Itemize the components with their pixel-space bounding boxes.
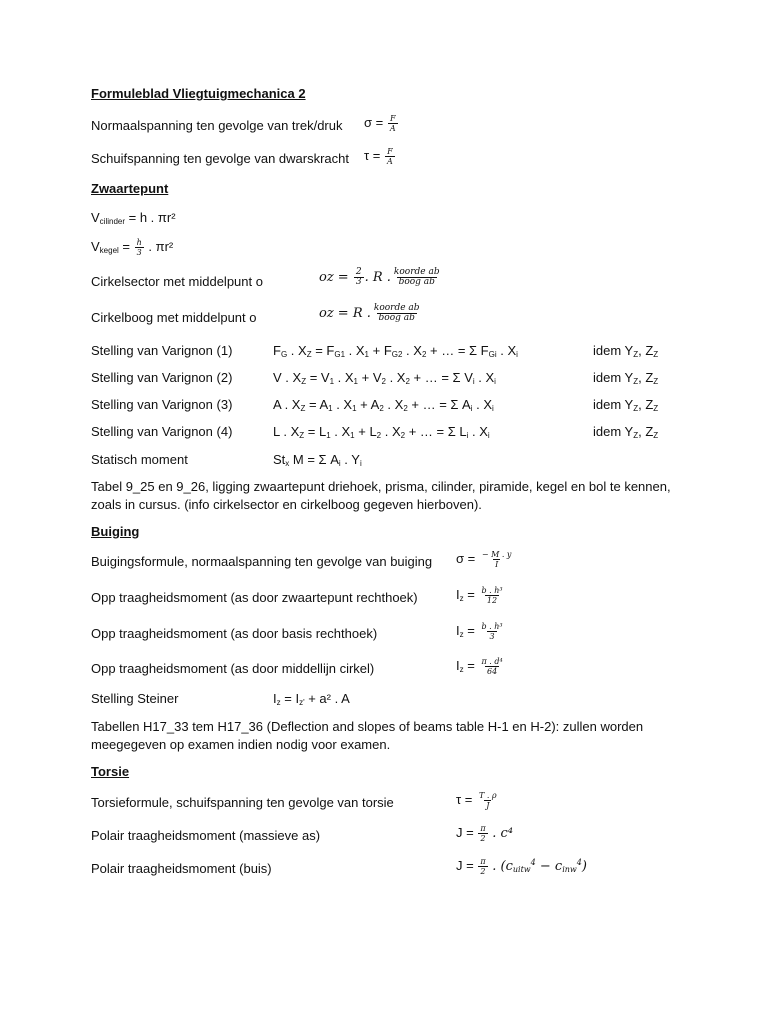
cone-volume-formula: $V_{kegel}$ = $\frac{h}{3}$ . πr² (91, 238, 174, 257)
inertia-rect-centroid-formula: $I_z$ = $\frac{\text{b . h³}}{12}$ (456, 586, 503, 605)
varignon-formula: V . $X_Z = V_1$ . $X_1 + V_2$ . $X_2$ + … = Σ $V_i$ . $X_i$ (273, 370, 496, 386)
polar-solid-formula: J = $\frac{\pi}{2}$ . c⁴ (456, 824, 513, 843)
inertia-circle-formula: $I_z$ = $\frac{\text{π . d⁴}}{64}$ (456, 657, 503, 676)
section-heading-torsie: Torsie (91, 764, 130, 779)
varignon-formula: $F_G$ . $X_Z = F_{G1}$ . $X_1 + F_{G2}$ . $X_2$ + … = Σ $F_{Gi}$ . $X_i$ (273, 343, 518, 359)
polar-tube-fraction: $\frac{\pi}{2}$ (480, 857, 486, 876)
bending-formula-label: Buigingsformule, normaalspanning ten gevolge van buiging (91, 554, 433, 569)
inertia-rect-base-formula: $I_z$ = $\frac{\text{b . h³}}{3}$ (456, 622, 503, 641)
page-title: Formuleblad Vliegtuigmechanica 2 (91, 86, 306, 101)
torsion-fraction: $\frac{T . \rho}{J}$ (478, 791, 497, 810)
normal-stress-formula: σ = $\frac{F}{A}$ (364, 114, 396, 133)
varignon-label: Stelling van Varignon (4) (91, 424, 233, 439)
polar-solid-label: Polair traagheidsmoment (massieve as) (91, 828, 321, 843)
polar-tube-formula: J = $\frac{\pi}{2}$ . $(c_{uitw}^4 - c_{inw}^4)$ (456, 857, 587, 876)
circle-sector-formula: oz = $\frac{2}{3}$ . R . $\frac{\text{koorde ab}}{\text{boog ab}}$ (319, 267, 440, 287)
shear-stress-label: Schuifspanning ten gevolge van dwarskracht (91, 151, 349, 166)
varignon-idem: idem $Y_Z$, $Z_Z$ (593, 397, 659, 413)
steiner-label: Stelling Steiner (91, 691, 179, 706)
torsion-formula: τ = $\frac{T . \rho}{J}$ (456, 791, 497, 810)
varignon-formula: A . $X_Z = A_1$ . $X_1 + A_2$ . $X_2$ + … = Σ $A_i$ . $X_i$ (273, 397, 494, 413)
polar-tube-rhs: . $(c_{uitw}^4 - c_{inw}^4)$ (492, 857, 587, 874)
section-heading-buiging: Buiging (91, 524, 140, 539)
section-heading-zwaartepunt: Zwaartepunt (91, 181, 169, 196)
shear-stress-fraction: $\frac{F}{A}$ (386, 147, 393, 166)
varignon-label: Stelling van Varignon (1) (91, 343, 233, 358)
polar-tube-label: Polair traagheidsmoment (buis) (91, 861, 272, 876)
inertia-rect-base-label: Opp traagheidsmoment (as door basis rechthoek) (91, 626, 378, 641)
inertia-rect-base-fraction: $\frac{\text{b . h³}}{3}$ (481, 622, 503, 641)
bending-formula: σ = $\frac{- M . y}{I}$ (456, 550, 512, 569)
tabel-note-zwaartepunt: Tabel 9_25 en 9_26, ligging zwaartepunt driehoek, prisma, cilinder, piramide, kegel en bol te kennen, zoals in cursus. (info cirkelsector en cirkelboog gegeven hierboven). (91, 479, 671, 512)
cone-fraction: $\frac{h}{3}$ (136, 238, 142, 257)
static-moment-label: Statisch moment (91, 452, 188, 467)
shear-stress-formula: τ = $\frac{F}{A}$ (364, 147, 393, 166)
bending-fraction: $\frac{- M . y}{I}$ (481, 550, 512, 569)
varignon-formula: L . $X_Z = L_1$ . $X_1 + L_2$ . $X_2$ + … = Σ $L_i$ . $X_i$ (273, 424, 490, 440)
varignon-idem: idem $Y_Z$, $Z_Z$ (593, 370, 659, 386)
sector-coef-fraction: $\frac{2}{3}$ (355, 267, 362, 287)
static-moment-formula: $St_x$ M = Σ $A_i$ . $Y_i$ (273, 452, 362, 468)
polar-solid-fraction: $\frac{\pi}{2}$ (480, 824, 486, 843)
circle-sector-label: Cirkelsector met middelpunt o (91, 274, 263, 289)
circle-arc-formula: oz = R . $\frac{\text{koorde ab}}{\text{boog ab}}$ (319, 303, 420, 323)
inertia-circle-label: Opp traagheidsmoment (as door middellijn cirkel) (91, 661, 375, 676)
circle-arc-label: Cirkelboog met middelpunt o (91, 310, 257, 325)
varignon-idem: idem $Y_Z$, $Z_Z$ (593, 343, 659, 359)
inertia-rect-centroid-label: Opp traagheidsmoment (as door zwaartepunt rechthoek) (91, 590, 418, 605)
inertia-circle-fraction: $\frac{\text{π . d⁴}}{64}$ (481, 657, 503, 676)
torsion-formula-label: Torsieformule, schuifspanning ten gevolge van torsie (91, 795, 394, 810)
arc-fraction: $\frac{\text{koorde ab}}{\text{boog ab}}$ (373, 303, 420, 323)
normal-stress-label: Normaalspanning ten gevolge van trek/druk (91, 118, 343, 133)
normal-stress-fraction: $\frac{F}{A}$ (389, 114, 396, 133)
cylinder-volume-formula: $V_{cilinder} = h$ . πr² (91, 210, 176, 226)
steiner-formula: $I_z = I_{z'} + a^2$ . A (273, 691, 350, 707)
inertia-rect-centroid-fraction: $\frac{\text{b . h³}}{12}$ (481, 586, 503, 605)
tabel-note-buiging: Tabellen H17_33 tem H17_36 (Deflection and slopes of beams table H-1 en H-2): zullen worden meegegeven op examen indien nodig voor examen. (91, 719, 644, 752)
varignon-label: Stelling van Varignon (2) (91, 370, 233, 385)
sector-fraction: $\frac{\text{koorde ab}}{\text{boog ab}}$ (393, 267, 440, 287)
varignon-label: Stelling van Varignon (3) (91, 397, 233, 412)
varignon-idem: idem $Y_Z$, $Z_Z$ (593, 424, 659, 440)
